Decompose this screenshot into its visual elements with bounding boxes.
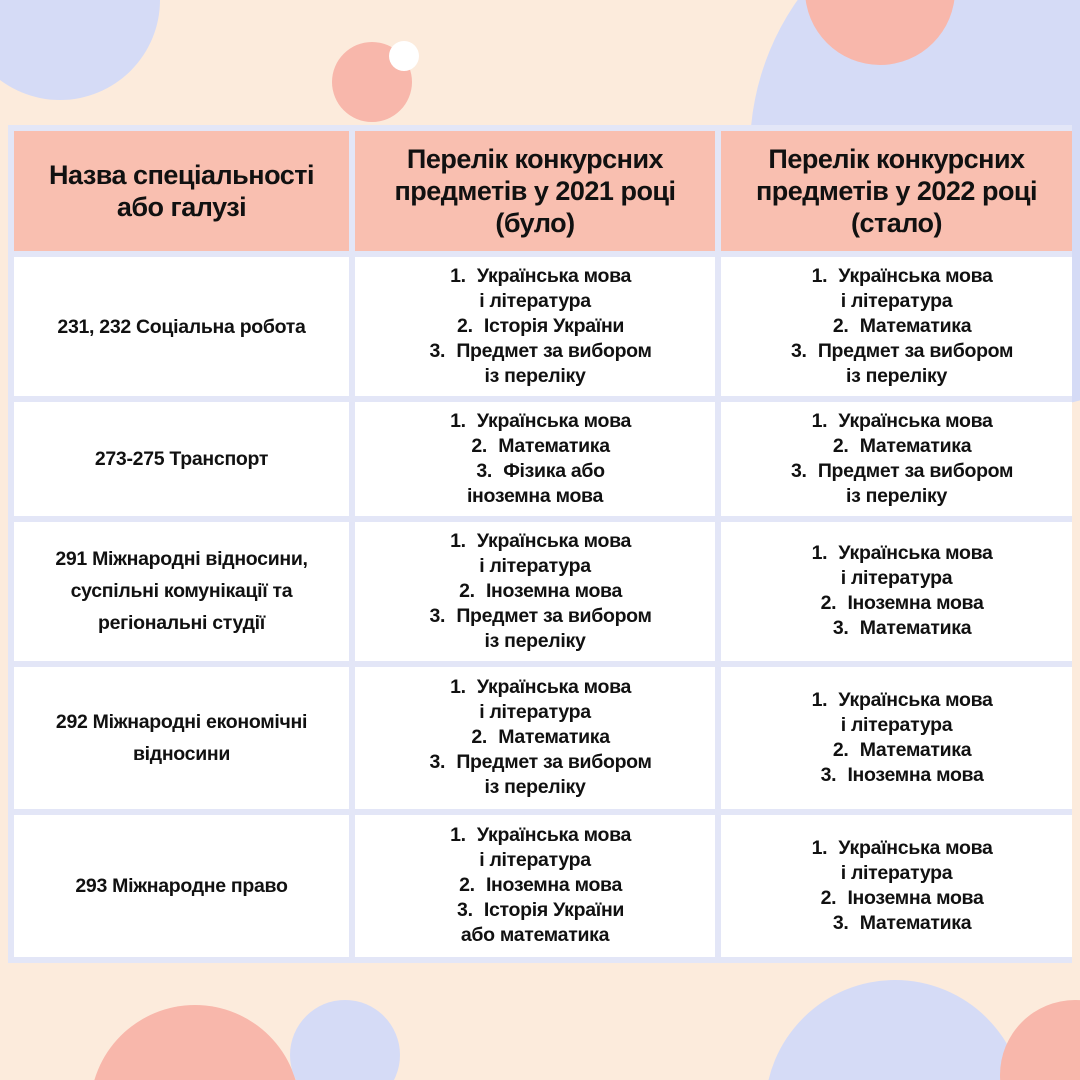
specialty-name-cell	[14, 402, 349, 516]
subject-line	[731, 364, 1062, 389]
subjects-2022-cell	[721, 667, 1072, 809]
header-specialty	[14, 131, 349, 251]
header-line: Назва спеціальності	[49, 160, 314, 190]
subject-line	[365, 923, 705, 948]
subject-line	[731, 836, 1062, 861]
subject-line	[731, 688, 1062, 713]
specialty-name-line: 292 Міжнародні економічні	[55, 710, 308, 733]
subject-line	[365, 629, 705, 654]
subject-line	[365, 314, 705, 339]
header-line: предметів у 2021 році	[394, 176, 676, 206]
subject-line	[365, 604, 705, 629]
subjects-2022-cell	[721, 815, 1072, 957]
subject-text: Іноземна мова	[847, 886, 984, 909]
subject-number: 3.	[790, 459, 807, 482]
subjects-2021-cell	[355, 522, 715, 661]
subject-text: Математика	[859, 738, 972, 761]
specialty-name-cell	[14, 257, 349, 396]
subject-text: і література	[479, 701, 591, 724]
subject-text: Українська мова	[476, 676, 632, 699]
subject-line	[731, 713, 1062, 738]
subject-number: 2.	[471, 726, 488, 749]
subject-text: із переліку	[484, 776, 586, 799]
subject-line	[731, 541, 1062, 566]
subject-number: 2.	[820, 592, 837, 615]
specialty-name-line: 293 Міжнародне право	[75, 874, 288, 897]
subject-text: Українська мова	[838, 409, 993, 432]
subject-number: 1.	[450, 409, 466, 432]
subject-line	[365, 264, 705, 289]
subject-number: 3.	[457, 899, 473, 922]
subject-text: іноземна мова	[466, 484, 604, 507]
specialty-name-cell	[14, 815, 349, 957]
subject-line	[365, 848, 705, 873]
specialty-name-cell	[14, 667, 349, 809]
subject-text: Математика	[498, 726, 610, 749]
subject-text: Предмет за вибором	[817, 459, 1014, 482]
subject-line	[365, 775, 705, 800]
subject-number: 1.	[811, 836, 828, 859]
subject-line	[731, 591, 1062, 616]
subject-number: 2.	[459, 874, 475, 897]
subject-text: Українська мова	[838, 836, 993, 859]
subject-line	[365, 750, 705, 775]
header-line: Перелік конкурсних	[768, 144, 1025, 174]
subject-number: 1.	[450, 676, 466, 699]
subject-line	[731, 434, 1062, 459]
subject-text: Предмет за вибором	[456, 340, 652, 363]
subject-text: Іноземна мова	[485, 579, 623, 602]
subject-number: 3.	[832, 911, 849, 934]
subject-text: і література	[840, 861, 953, 884]
lavender-blob-bottom-right	[765, 980, 1025, 1080]
subject-text: і література	[479, 554, 591, 577]
subject-line	[365, 554, 705, 579]
subject-number: 1.	[811, 688, 828, 711]
subject-line	[731, 738, 1062, 763]
subject-line	[365, 823, 705, 848]
subject-text: із переліку	[484, 365, 586, 388]
subject-text: Іноземна мова	[485, 874, 623, 897]
specialty-name-line: регіональні студії	[98, 612, 265, 635]
subject-number: 1.	[811, 409, 828, 432]
subject-text: Математика	[859, 315, 972, 338]
subject-text: Українська мова	[476, 824, 632, 847]
subject-line	[731, 339, 1062, 364]
subject-text: Історія України	[483, 315, 625, 338]
table-body	[14, 257, 1072, 957]
subjects-2022-cell	[721, 402, 1072, 516]
table-row	[14, 667, 1072, 809]
table-row	[14, 815, 1072, 957]
subject-number: 3.	[820, 763, 837, 786]
table-row	[14, 402, 1072, 516]
subject-text: Українська мова	[476, 529, 632, 552]
subject-number: 2.	[832, 315, 849, 338]
subject-text: і література	[840, 290, 953, 313]
subjects-2021-cell	[355, 257, 715, 396]
subject-text: із переліку	[484, 629, 586, 652]
header-line: (стало)	[850, 208, 943, 238]
specialty-name-line: 291 Міжнародні відносини,	[55, 548, 308, 571]
subject-text: Українська мова	[838, 688, 993, 711]
specialty-name-line: відносини	[132, 742, 231, 765]
header-line: або галузі	[116, 192, 247, 222]
subject-text: Предмет за вибором	[817, 340, 1014, 363]
subject-line	[731, 459, 1062, 484]
white-dot-top	[389, 41, 419, 71]
lavender-blob-top-left	[0, 0, 160, 100]
table-header-row	[14, 131, 1072, 251]
subject-text: Українська мова	[476, 265, 632, 288]
subject-line	[731, 616, 1062, 641]
header-line: предметів у 2022 році	[755, 176, 1038, 206]
subject-line	[731, 763, 1062, 788]
pink-blob-bottom-right	[1000, 1000, 1080, 1080]
table-row	[14, 522, 1072, 661]
specialty-name-line: суспільні комунікації та	[70, 580, 293, 603]
subject-number: 3.	[429, 604, 446, 627]
subject-line	[365, 459, 705, 484]
subject-line	[731, 289, 1062, 314]
subject-text: із переліку	[845, 484, 948, 507]
subject-number: 3.	[832, 617, 849, 640]
subject-text: і література	[840, 713, 953, 736]
comparison-table-wrapper	[8, 125, 1072, 963]
subject-line	[731, 886, 1062, 911]
subject-line	[365, 434, 705, 459]
subjects-2021-cell	[355, 815, 715, 957]
subject-text: Предмет за вибором	[456, 751, 652, 774]
specialty-name-line: 273-275 Транспорт	[94, 447, 269, 470]
subject-text: Українська мова	[838, 542, 993, 565]
specialty-name-line: 231, 232 Соціальна робота	[57, 315, 306, 338]
subject-line	[365, 529, 705, 554]
subject-line	[365, 725, 705, 750]
subject-line	[731, 409, 1062, 434]
subject-line	[365, 364, 705, 389]
header-line: Перелік конкурсних	[406, 144, 664, 174]
subject-text: Історія України	[483, 899, 625, 922]
specialty-name-cell	[14, 522, 349, 661]
subject-line	[365, 289, 705, 314]
header-line: (було)	[495, 208, 575, 238]
subject-number: 3.	[790, 340, 807, 363]
subject-line	[365, 700, 705, 725]
table-row	[14, 257, 1072, 396]
subject-text: Математика	[498, 434, 610, 457]
subject-text: і література	[840, 567, 953, 590]
subject-text: із переліку	[845, 365, 948, 388]
subject-number: 1.	[811, 265, 828, 288]
subject-text: Математика	[859, 911, 972, 934]
subject-number: 2.	[832, 738, 849, 761]
subject-number: 1.	[450, 265, 466, 288]
comparison-table	[8, 125, 1078, 963]
subject-text: Фізика або	[503, 459, 605, 482]
subject-line	[731, 484, 1062, 509]
subject-text: і література	[479, 290, 591, 313]
header-subjects-2021	[355, 131, 715, 251]
subject-text: Математика	[859, 617, 972, 640]
subject-number: 2.	[820, 886, 837, 909]
subject-number: 2.	[832, 434, 849, 457]
lavender-blob-bottom-left	[290, 1000, 400, 1080]
subjects-2021-cell	[355, 402, 715, 516]
subject-number: 1.	[450, 529, 466, 552]
subject-line	[731, 566, 1062, 591]
subject-text: Предмет за вибором	[456, 604, 652, 627]
subject-line	[365, 409, 705, 434]
subject-number: 3.	[429, 751, 446, 774]
subject-text: і література	[479, 849, 591, 872]
subject-line	[365, 579, 705, 604]
subject-text: або математика	[460, 924, 610, 947]
subject-number: 3.	[429, 340, 446, 363]
subject-text: Українська мова	[838, 265, 993, 288]
subjects-2022-cell	[721, 522, 1072, 661]
subjects-2022-cell	[721, 257, 1072, 396]
subject-text: Українська мова	[476, 409, 632, 432]
subject-number: 3.	[476, 459, 493, 482]
subject-line	[365, 873, 705, 898]
subject-text: Математика	[859, 434, 972, 457]
subject-number: 2.	[457, 315, 473, 338]
header-subjects-2022	[721, 131, 1072, 251]
subject-number: 1.	[811, 542, 828, 565]
subject-text: Іноземна мова	[847, 763, 984, 786]
subject-line	[731, 314, 1062, 339]
subject-number: 2.	[459, 579, 475, 602]
subject-number: 1.	[450, 824, 466, 847]
subject-line	[731, 911, 1062, 936]
subject-line	[365, 484, 705, 509]
subject-line	[731, 861, 1062, 886]
subject-line	[365, 675, 705, 700]
subjects-2021-cell	[355, 667, 715, 809]
subject-line	[731, 264, 1062, 289]
subject-line	[365, 898, 705, 923]
pink-blob-bottom-left	[90, 1005, 300, 1080]
subject-text: Іноземна мова	[847, 592, 984, 615]
subject-number: 2.	[471, 434, 488, 457]
subject-line	[365, 339, 705, 364]
